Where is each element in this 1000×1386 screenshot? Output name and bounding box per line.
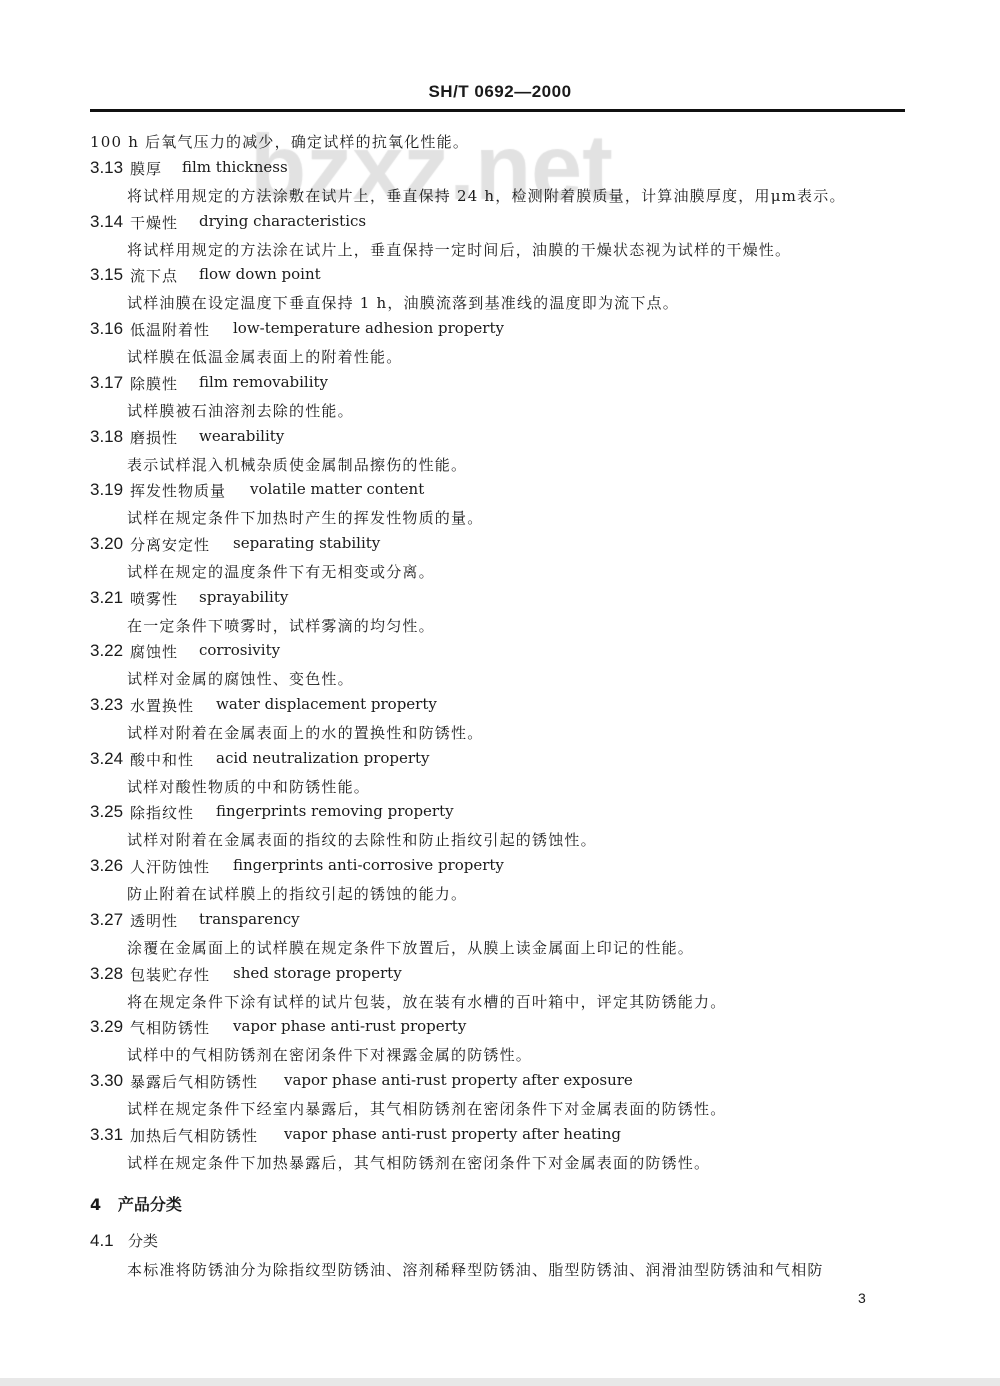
- standard-code-header: SH/T 0692—2000: [428, 82, 572, 101]
- term-entry: [0, 910, 1000, 932]
- term-chinese: 干燥性: [130, 213, 179, 232]
- term-chinese: 膜厚: [130, 160, 163, 178]
- header-rule: [90, 109, 905, 112]
- term-entry: [0, 964, 1000, 986]
- term-number: 3.30: [90, 1070, 124, 1090]
- term-chinese: 除指纹性: [130, 804, 195, 823]
- term-chinese: 流下点: [130, 267, 179, 286]
- term-number: 3.19: [90, 480, 124, 500]
- term-definition: 试样对金属的腐蚀性、变色性。: [127, 670, 354, 689]
- term-number: 3.22: [90, 641, 124, 661]
- section-title: 产品分类: [117, 1195, 182, 1214]
- term-chinese: 透明性: [130, 911, 179, 930]
- term-entry: [0, 1071, 1000, 1093]
- term-entry: [0, 427, 1000, 449]
- term-number: 3.24: [90, 748, 124, 768]
- term-definition: 在一定条件下喷雾时，试样雾滴的均匀性。: [127, 616, 435, 635]
- term-chinese: 暴露后气相防锈性: [130, 1072, 259, 1091]
- term-definition: 试样在规定条件下经室内暴露后，其气相防锈剂在密闭条件下对金属表面的防锈性。: [127, 1099, 727, 1118]
- term-definition: 试样对附着在金属表面的指纹的去除性和防止指纹引起的锈蚀性。: [127, 831, 597, 850]
- term-entry: [0, 641, 1000, 663]
- term-english: film removability: [199, 372, 329, 391]
- term-chinese: 分离安定性: [130, 535, 211, 554]
- term-entry: [0, 1017, 1000, 1039]
- term-chinese: 水置换性: [130, 697, 195, 715]
- term-english: fingerprints removing property: [216, 802, 454, 821]
- term-number: 3.29: [90, 1017, 124, 1037]
- term-definition: 试样中的气相防锈剂在密闭条件下对裸露金属的防锈性。: [127, 1046, 533, 1065]
- scan-border: [0, 1378, 1000, 1386]
- term-chinese: 加热后气相防锈性: [130, 1126, 259, 1145]
- section-4-heading: [90, 1192, 182, 1215]
- term-definition: 试样在规定条件下加热暴露后，其气相防锈剂在密闭条件下对金属表面的防锈性。: [127, 1153, 711, 1172]
- term-number: 3.15: [90, 265, 124, 285]
- term-english: wearability: [199, 426, 285, 445]
- term-definition: 试样膜在低温金属表面上的附着性能。: [127, 348, 403, 367]
- term-english: vapor phase anti-rust property after exposure: [284, 1070, 633, 1089]
- term-english: volatile matter content: [250, 480, 425, 499]
- section-number: 4: [90, 1195, 102, 1214]
- term-entry: [0, 695, 1000, 717]
- term-entry: [0, 856, 1000, 878]
- term-entry: [0, 480, 1000, 502]
- term-entry: [0, 1125, 1000, 1147]
- term-english: flow down point: [199, 265, 321, 284]
- term-definition: 表示试样混入机械杂质使金属制品擦伤的性能。: [127, 455, 468, 474]
- term-chinese: 包装贮存性: [130, 965, 211, 984]
- term-definition: 试样在规定条件下加热时产生的挥发性物质的量。: [127, 509, 484, 528]
- term-english: fingerprints anti-corrosive property: [233, 856, 504, 875]
- intro-line: 100 h 后氧气压力的减少，确定试样的抗氧化性能。: [90, 133, 470, 151]
- term-chinese: 腐蚀性: [130, 643, 179, 662]
- term-chinese: 人汗防蚀性: [130, 858, 211, 877]
- term-number: 3.17: [90, 372, 124, 392]
- term-number: 3.16: [90, 319, 124, 339]
- section-number: 4.1: [90, 1231, 114, 1250]
- term-number: 3.25: [90, 802, 124, 822]
- term-chinese: 磨损性: [130, 428, 179, 447]
- section-4-1-text: 本标准将防锈油分为除指纹型防锈油、溶剂稀释型防锈油、脂型防锈油、润滑油型防锈油和气相防: [127, 1261, 824, 1279]
- term-entry: [0, 373, 1000, 395]
- term-chinese: 喷雾性: [130, 589, 179, 608]
- term-entry: [0, 212, 1000, 234]
- term-number: 3.31: [90, 1124, 124, 1144]
- term-chinese: 低温附着性: [130, 321, 211, 340]
- term-definition: 试样膜被石油溶剂去除的性能。: [127, 401, 354, 420]
- term-chinese: 除膜性: [130, 374, 179, 393]
- term-definition: 将试样用规定的方法涂在试片上，垂直保持一定时间后，油膜的干燥状态视为试样的干燥性。: [127, 240, 792, 259]
- term-number: 3.14: [90, 211, 124, 231]
- term-english: water displacement property: [216, 695, 437, 713]
- term-definition: 将在规定条件下涂有试样的试片包装，放在装有水槽的百叶箱中，评定其防锈能力。: [127, 992, 727, 1011]
- term-english: corrosivity: [199, 641, 281, 660]
- term-entry: [0, 802, 1000, 824]
- term-number: 3.13: [90, 158, 124, 177]
- section-title: 分类: [127, 1232, 158, 1250]
- term-english: shed storage property: [233, 963, 402, 982]
- term-english: drying characteristics: [199, 211, 367, 230]
- term-definition: 试样油膜在设定温度下垂直保持 1 h，油膜流落到基准线的温度即为流下点。: [127, 294, 679, 313]
- term-number: 3.23: [90, 695, 124, 714]
- term-chinese: 酸中和性: [130, 750, 195, 769]
- term-english: film thickness: [182, 158, 288, 176]
- term-entry: [0, 265, 1000, 287]
- term-chinese: 气相防锈性: [130, 1019, 211, 1038]
- term-english: sprayability: [199, 587, 289, 606]
- term-entry: [0, 319, 1000, 341]
- term-definition: 将试样用规定的方法涂敷在试片上，垂直保持 24 h，检测附着膜质量，计算油膜厚度，用μm表示。: [127, 187, 846, 205]
- term-number: 3.21: [90, 587, 124, 607]
- term-entry: [0, 158, 1000, 180]
- term-definition: 试样对附着在金属表面上的水的置换性和防锈性。: [127, 724, 484, 742]
- term-number: 3.28: [90, 963, 124, 983]
- term-entry: [0, 534, 1000, 556]
- term-definition: 试样在规定的温度条件下有无相变或分离。: [127, 562, 435, 581]
- term-number: 3.27: [90, 909, 124, 929]
- term-number: 3.20: [90, 533, 124, 553]
- term-number: 3.18: [90, 426, 124, 446]
- page-number: 3: [858, 1290, 866, 1306]
- section-4-1-heading: [90, 1230, 158, 1251]
- term-definition: 试样对酸性物质的中和防锈性能。: [127, 777, 371, 796]
- term-chinese: 挥发性物质量: [130, 482, 227, 501]
- term-english: low-temperature adhesion property: [233, 319, 504, 338]
- term-english: transparency: [199, 909, 300, 928]
- term-definition: 涂覆在金属面上的试样膜在规定条件下放置后，从膜上读金属面上印记的性能。: [127, 938, 695, 957]
- term-english: vapor phase anti-rust property: [233, 1017, 467, 1036]
- term-entry: [0, 588, 1000, 610]
- term-number: 3.26: [90, 856, 124, 876]
- term-english: acid neutralization property: [216, 748, 430, 767]
- term-english: separating stability: [233, 533, 381, 552]
- term-entry: [0, 749, 1000, 771]
- term-english: vapor phase anti-rust property after heating: [284, 1124, 621, 1143]
- term-definition: 防止附着在试样膜上的指纹引起的锈蚀的能力。: [127, 885, 468, 904]
